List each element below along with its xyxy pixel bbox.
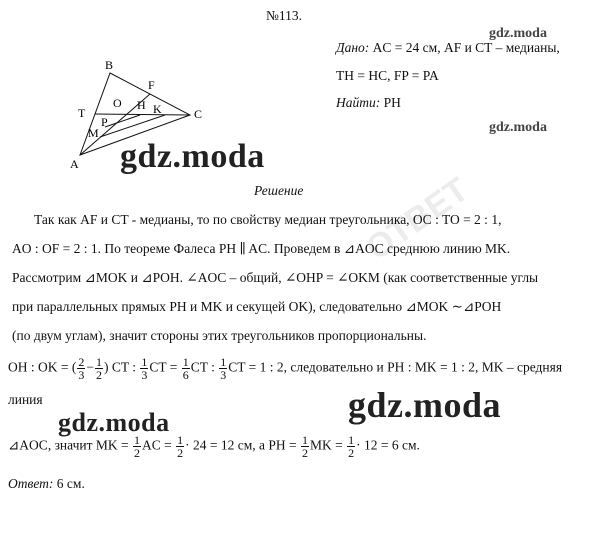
watermark-large-3: gdz.moda xyxy=(58,408,170,437)
fraction: $\frac{1}{2}$ xyxy=(95,355,102,382)
eq2-part: · 24 = 12 см, а PH = xyxy=(185,437,297,453)
problem-number: №113. xyxy=(266,8,303,23)
watermark-top: gdz.moda xyxy=(489,26,547,41)
find-label: Найти: xyxy=(336,95,381,110)
watermark-mid: gdz.moda xyxy=(489,120,547,135)
eq2-part: MK = xyxy=(310,437,343,453)
find-value: PH xyxy=(383,95,401,110)
solution-heading: Решение xyxy=(254,183,304,198)
point-label: O xyxy=(113,96,122,110)
answer-value: 6 см. xyxy=(56,476,85,491)
fraction: $\frac{1}{6}$ xyxy=(182,355,189,382)
equation-ratio-continued: линия xyxy=(8,392,43,407)
given-text-1: AC = 24 см, AF и CT – медианы, xyxy=(372,40,560,55)
solution-line-3: Рассмотрим ⊿MOK и ⊿POH. ∠AOC – общий, ∠OHP = ∠OKM (как соответственные углы xyxy=(12,270,539,285)
solution-line-5: (по двум углам), значит стороны этих треугольников пропорциональны. xyxy=(12,328,427,343)
point-label: P xyxy=(101,115,108,129)
given-line-1 xyxy=(336,40,560,56)
eq1-part: CT = 1 : 2, следовательно и PH : MK = 1 : 2, MK – средняя xyxy=(228,359,563,375)
solution-line-1: Так как AF и CT - медианы, то по свойству медиан треугольника, OC : TO = 2 : 1, xyxy=(34,212,502,227)
eq1-part: CT : xyxy=(190,359,215,375)
point-label: K xyxy=(153,102,162,116)
watermark-large-2: gdz.moda xyxy=(348,385,502,425)
eq2-part: AC = xyxy=(141,437,172,453)
eq2-part: · 12 = 6 см. xyxy=(356,437,420,453)
fraction: $\frac{2}{3}$ xyxy=(78,355,85,382)
fraction: $\frac{1}{2}$ xyxy=(177,433,184,460)
fraction: $\frac{1}{2}$ xyxy=(133,433,140,460)
answer-label: Ответ: xyxy=(8,476,54,491)
point-label: T xyxy=(78,106,86,120)
given-label: Дано: xyxy=(336,40,370,55)
point-label: B xyxy=(105,58,114,72)
eq1-part: CT = xyxy=(149,359,178,375)
point-label: F xyxy=(148,78,155,92)
eq1-start: OH : OK = ( xyxy=(8,359,77,375)
watermark-large-1: gdz.moda xyxy=(120,138,265,175)
background-watermark: OTBET xyxy=(359,170,476,268)
equation-midline xyxy=(8,434,420,459)
solution-line-2: AO : OF = 2 : 1. По теореме Фалеса PH ∥ AC. Проведем в ⊿AOC среднюю линию MK. xyxy=(12,241,511,256)
equation-ratio xyxy=(8,356,562,381)
fraction: $\frac{1}{3}$ xyxy=(141,355,148,382)
solution-line-4: при параллельных прямых PH и MK и секущей OK), следовательно ⊿MOK ∼⊿POH xyxy=(12,299,502,314)
eq1-part: ) CT : xyxy=(103,359,136,375)
fraction: $\frac{1}{2}$ xyxy=(302,433,308,460)
eq1-minus: − xyxy=(86,359,94,375)
point-label: A xyxy=(70,157,79,170)
fraction: $\frac{1}{2}$ xyxy=(348,433,355,460)
point-label: C xyxy=(194,107,203,121)
point-label: M xyxy=(88,126,99,140)
answer-line xyxy=(8,476,85,492)
median-ct xyxy=(95,114,190,115)
eq2-start: ⊿AOC, значит MK = xyxy=(8,437,129,453)
point-label: H xyxy=(137,98,146,112)
fraction: $\frac{1}{3}$ xyxy=(220,355,227,382)
given-line-2: TH = HC, FP = PA xyxy=(336,68,439,83)
find-line xyxy=(336,95,401,111)
segment-mk xyxy=(100,115,165,137)
